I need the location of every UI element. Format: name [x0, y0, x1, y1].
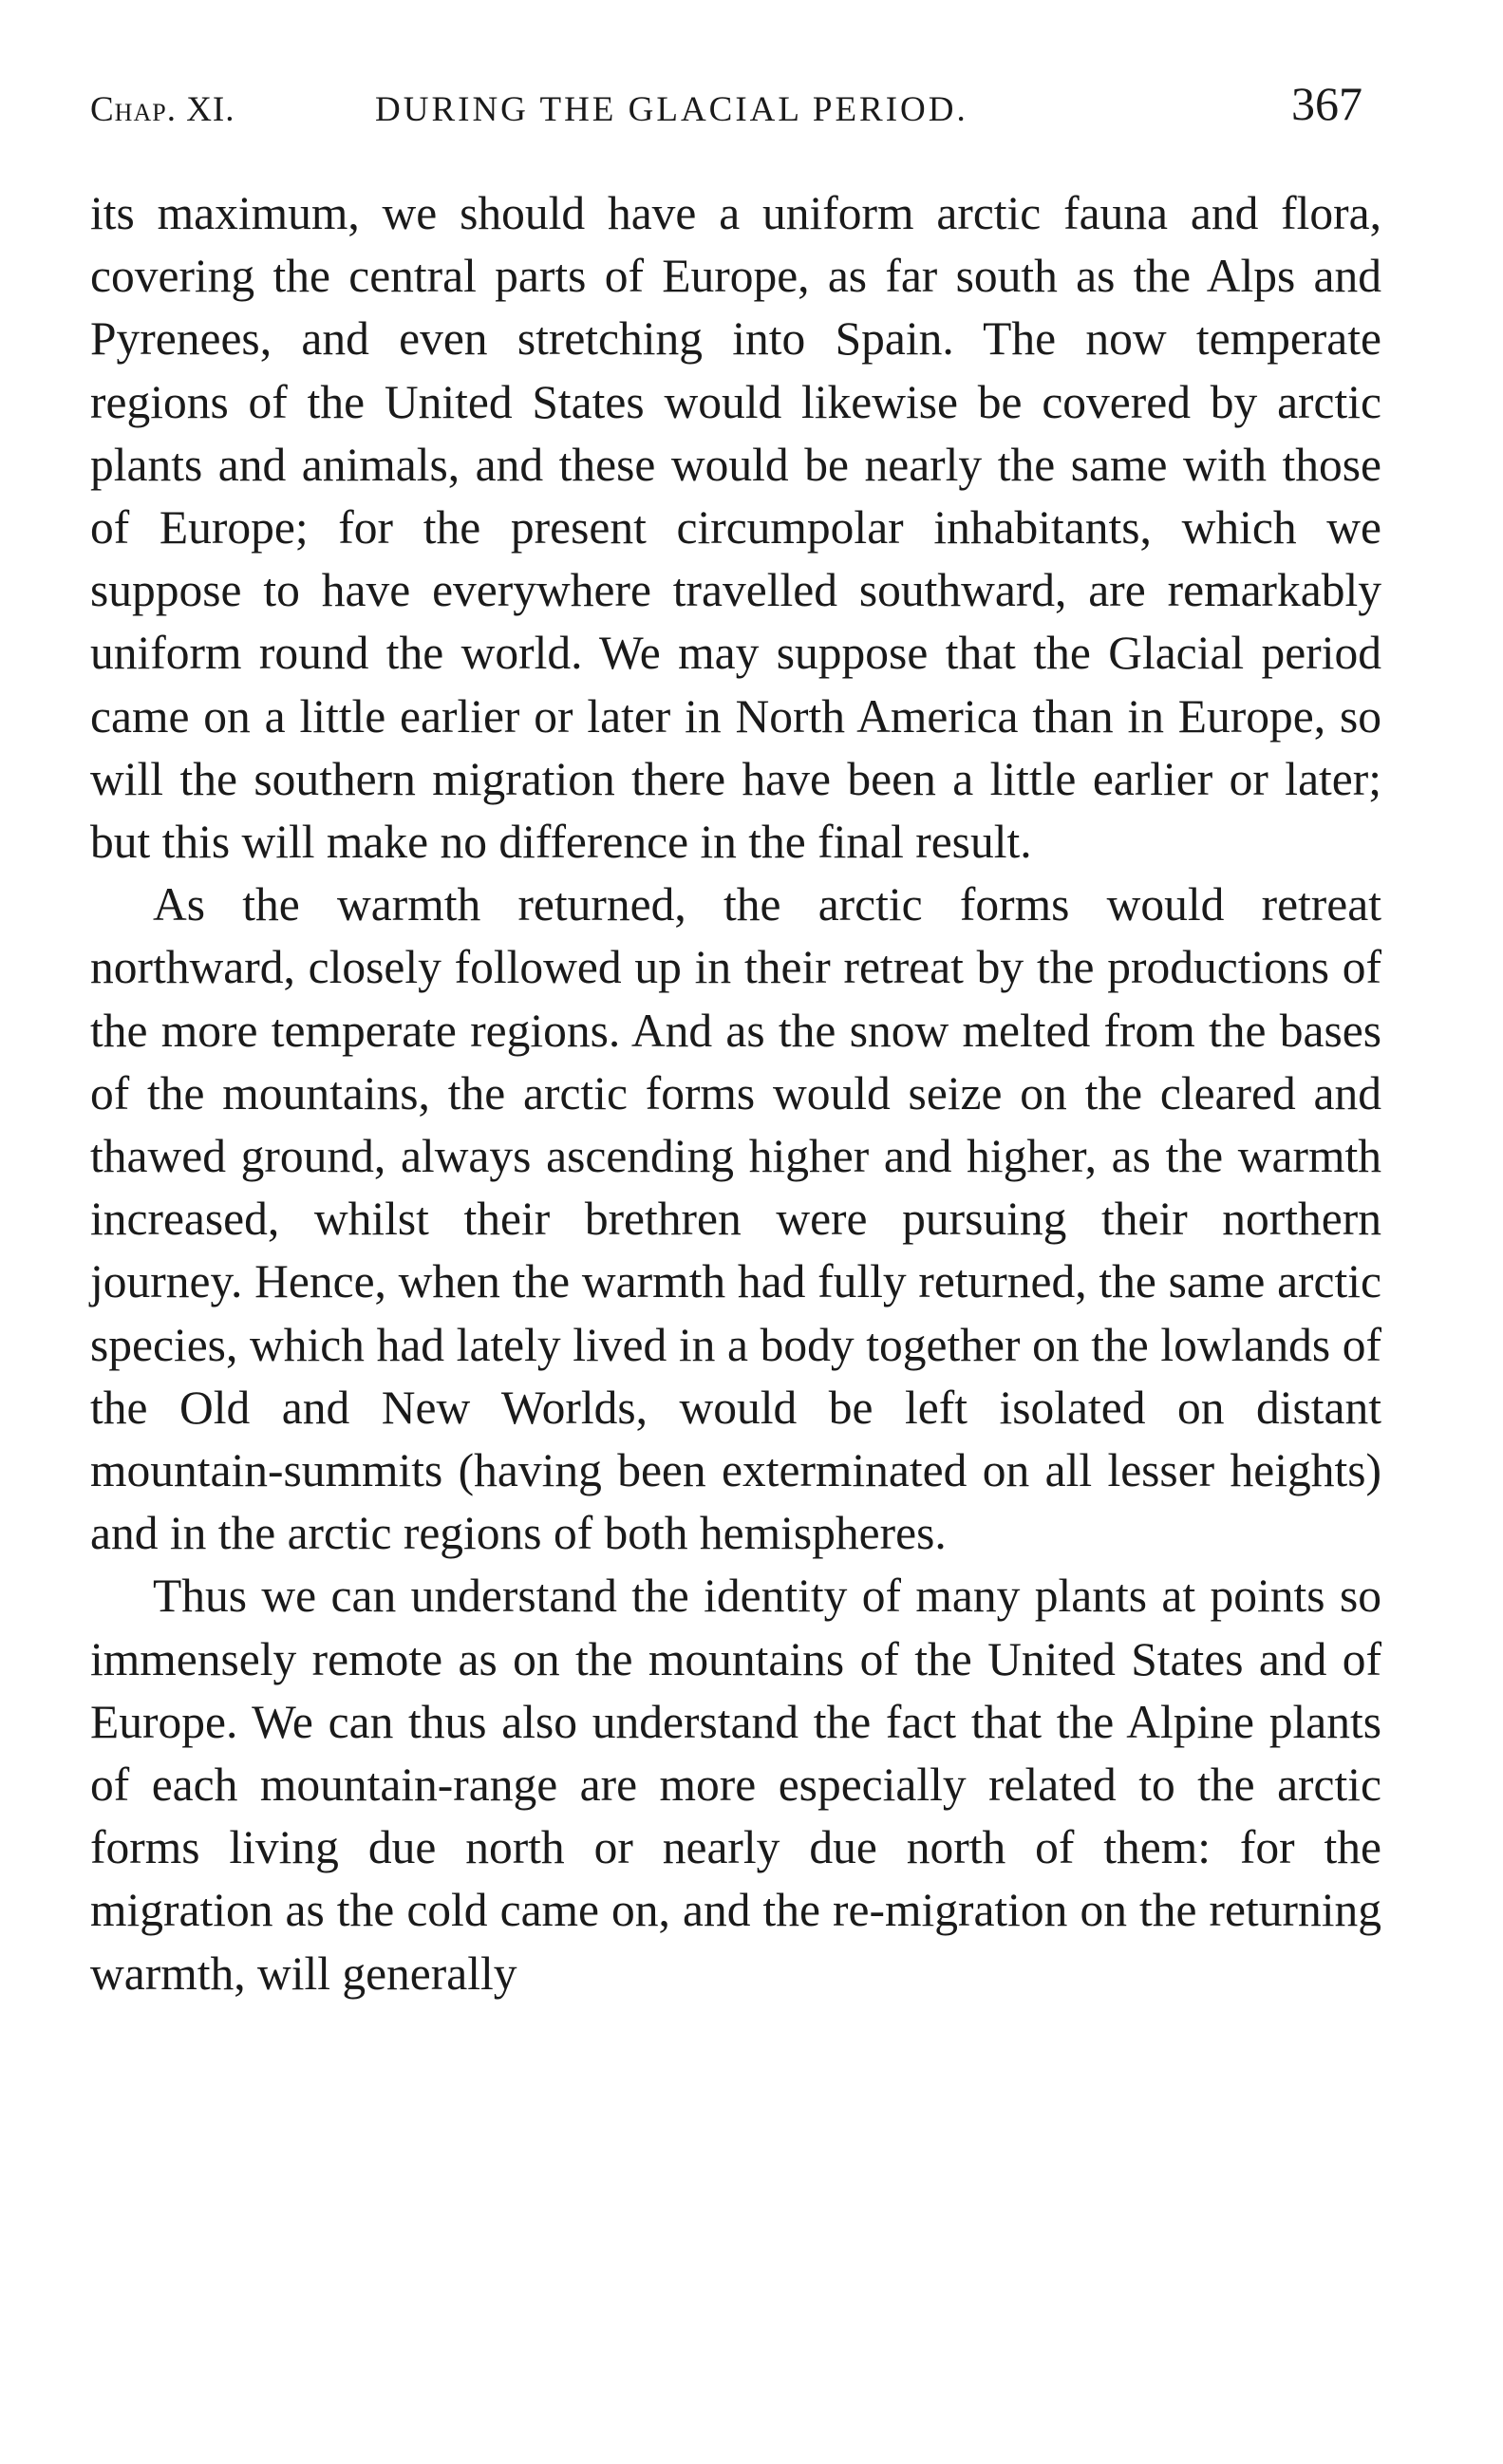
running-title: DURING THE GLACIAL PERIOD. — [375, 90, 968, 129]
running-head — [90, 76, 1381, 133]
paragraph: Thus we can understand the identity of many plants at points so immensely remote as on the mountains of the United States and of Europe. We can thus also understand the fact that the Alpine plants of each mountain-range are more especially related to the arctic forms living due north or nearly due north of them: for the migration as the cold came on, and the re-migration on the returning warmth, will generally — [90, 1570, 1381, 2000]
paragraph: As the warmth returned, the arctic forms would retreat northward, closely followed up in their retreat by the productions of the more temperate regions. And as the snow melted from the bases of the mountains, the arctic forms would seize on the cleared and thawed ground, always ascending higher and higher, as the warmth increased, whilst their brethren were pursuing their northern journey. Hence, when the warmth had fully returned, the same arctic species, which had lately lived in a body together on the lowlands of the Old and New Worlds, would be left isolated on distant mountain-summits (having been exterminated on all lesser heights) and in the arctic regions of both hemispheres. — [90, 878, 1381, 1560]
body-text — [90, 182, 1381, 2005]
paragraph-continued: its maximum, we should have a uniform arctic fauna and flora, covering the central parts of Europe, as far south as the Alps and Pyrenees, and even stretching into Spain. The now temperate regions of the United States would likewise be covered by arctic plants and animals, and these would be nearly the same with those of Europe; for the present circumpolar inhabitants, which we suppose to have everywhere travelled southward, are remarkably uniform round the world. We may suppose that the Glacial period came on a little earlier or later in North America than in Europe, so will the southern migration there have been a little earlier or later; but this will make no difference in the final result. — [90, 187, 1381, 869]
chapter-label: Chap. XI. — [90, 90, 235, 129]
page-number: 367 — [1291, 77, 1362, 130]
